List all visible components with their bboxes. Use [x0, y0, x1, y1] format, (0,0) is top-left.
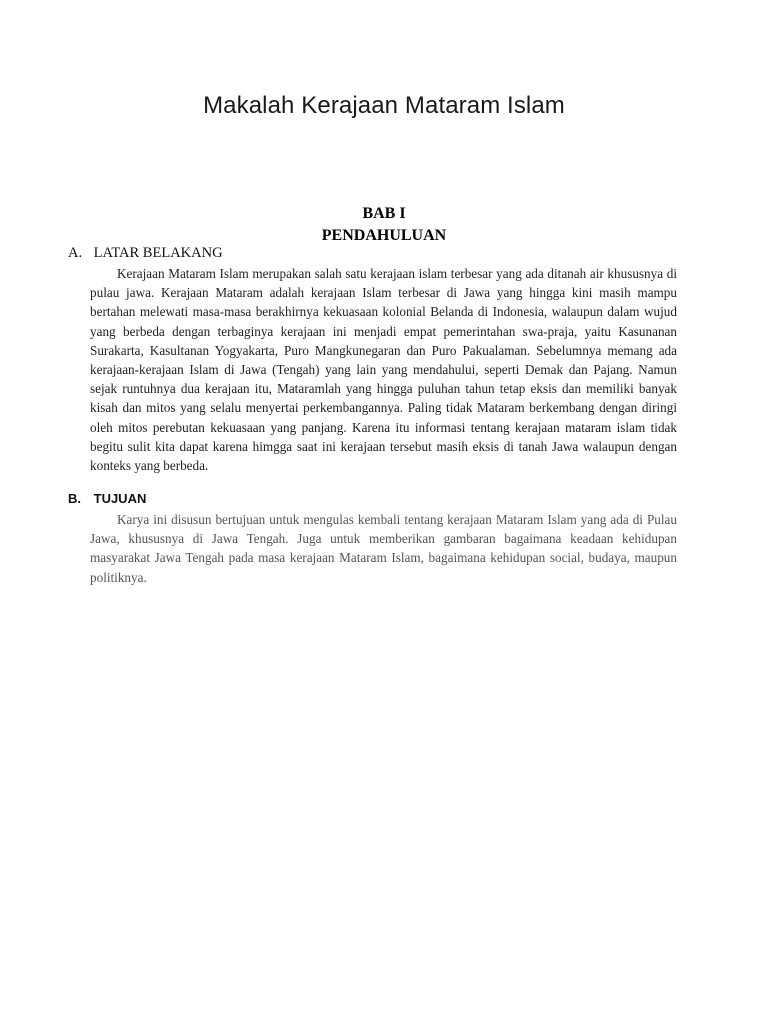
section-title: TUJUAN	[93, 491, 147, 506]
document-title: Makalah Kerajaan Mataram Islam	[203, 92, 565, 119]
paragraph-latar-belakang: Kerajaan Mataram Islam merupakan salah satu kerajaan islam terbesar yang ada ditanah air khususnya di pulau jawa. Kerajaan Mataram adalah kerajaan Islam terbesar di Jawa yang hingga kini masih mampu bertahan melewati masa-masa berakhirnya kekuasaan kolonial Belanda di Indonesia, walaupun dalam wujud yang berbeda dengan terbaginya kerajaan ini menjadi empat pemerintahan swa-praja, yaitu Kasunanan Surakarta, Kasultanan Yogyakarta, Puro Mangkunegaran dan Puro Pakualaman. Sebelumnya memang ada kerajaan-kerajaan Islam di Jawa (Tengah) yang lain yang mendahului, seperti Demak dan Pajang. Namun sejak runtuhnya dua kerajaan itu, Mataramlah yang hingga puluhan tahun tetap eksis dan memiliki banyak kisah dan mitos yang selalu menyertai perkembangannya. Paling tidak Mataram berkembang dengan diringi oleh mitos perebutan kekuasaan yang panjang. Karena itu informasi tentang kerajaan mataram islam tidak begitu sulit kita dapat karena himgga saat ini kerajaan tersebut masih eksis di tanah Jawa walaupun dengan konteks yang berbeda.	[90, 266, 677, 474]
section-title: LATAR BELAKANG	[93, 245, 223, 261]
chapter-title: PENDAHULUAN	[321, 227, 447, 244]
chapter-number: BAB I	[362, 205, 406, 222]
section-letter: B.	[68, 491, 81, 506]
section-heading-tujuan	[68, 491, 146, 506]
chapter-heading	[0, 203, 768, 247]
section-heading-latar-belakang	[68, 245, 223, 262]
paragraph-tujuan: Karya ini disusun bertujuan untuk mengulas kembali tentang kerajaan Mataram Islam yang ada di Pulau Jawa, khususnya di Jawa Tengah. Juga untuk memberikan gambaran bagaimana keadaan kehidupan masyarakat Jawa Tengah pada masa kerajaan Mataram Islam, bagaimana kehidupan social, budaya, maupun politiknya.	[90, 512, 677, 585]
section-letter: A.	[68, 245, 83, 261]
